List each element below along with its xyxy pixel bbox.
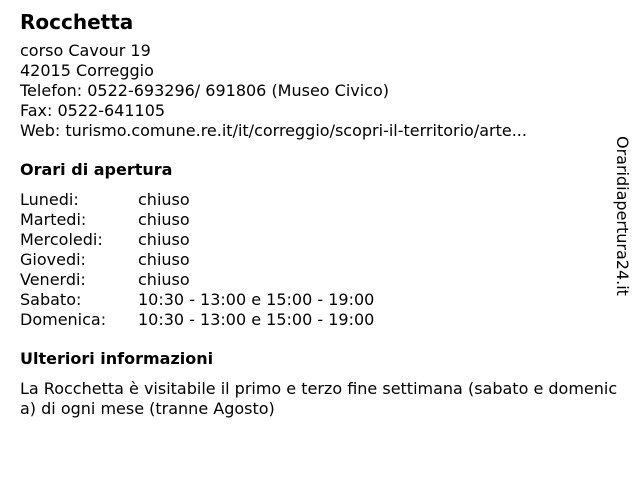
hours-row xyxy=(20,250,620,270)
hours-value: 10:30 - 13:00 e 15:00 - 19:00 xyxy=(138,290,375,309)
opening-hours-table xyxy=(20,190,620,330)
website-link: Web: turismo.comune.re.it/it/correggio/scopri-il-territorio/arte... xyxy=(20,121,527,140)
hours-value: chiuso xyxy=(138,230,190,249)
hours-value: chiuso xyxy=(138,190,190,209)
hours-day: Lunedi: xyxy=(20,190,79,209)
phone-number: Telefon: 0522-693296/ 691806 (Museo Civico) xyxy=(20,81,390,100)
fax-number: Fax: 0522-641105 xyxy=(20,101,166,120)
hours-day: Martedi: xyxy=(20,210,87,229)
hours-day: Venerdi: xyxy=(20,270,86,289)
hours-value: chiuso xyxy=(138,250,190,269)
more-info-text: La Rocchetta è visitabile il primo e terzo fine settimana (sabato e domenica) di ogni mese (tranne Agosto) xyxy=(20,379,618,418)
opening-hours-heading: Orari di apertura xyxy=(20,160,173,179)
hours-day: Mercoledi: xyxy=(20,230,103,249)
hours-row xyxy=(20,290,620,310)
address-street: corso Cavour 19 xyxy=(20,41,151,60)
hours-day: Giovedi: xyxy=(20,250,86,269)
place-title: Rocchetta xyxy=(20,10,134,34)
hours-row xyxy=(20,190,620,210)
hours-day: Domenica: xyxy=(20,310,107,329)
hours-value: chiuso xyxy=(138,270,190,289)
hours-row xyxy=(20,310,620,330)
hours-day: Sabato: xyxy=(20,290,82,309)
hours-value: 10:30 - 13:00 e 15:00 - 19:00 xyxy=(138,310,375,329)
hours-row xyxy=(20,270,620,290)
more-info-heading: Ulteriori informazioni xyxy=(20,349,214,368)
hours-row xyxy=(20,210,620,230)
hours-value: chiuso xyxy=(138,210,190,229)
hours-row xyxy=(20,230,620,250)
site-watermark: Oraridiapertura24.it xyxy=(613,136,632,296)
place-card xyxy=(20,9,620,419)
address-city: 42015 Correggio xyxy=(20,61,154,80)
